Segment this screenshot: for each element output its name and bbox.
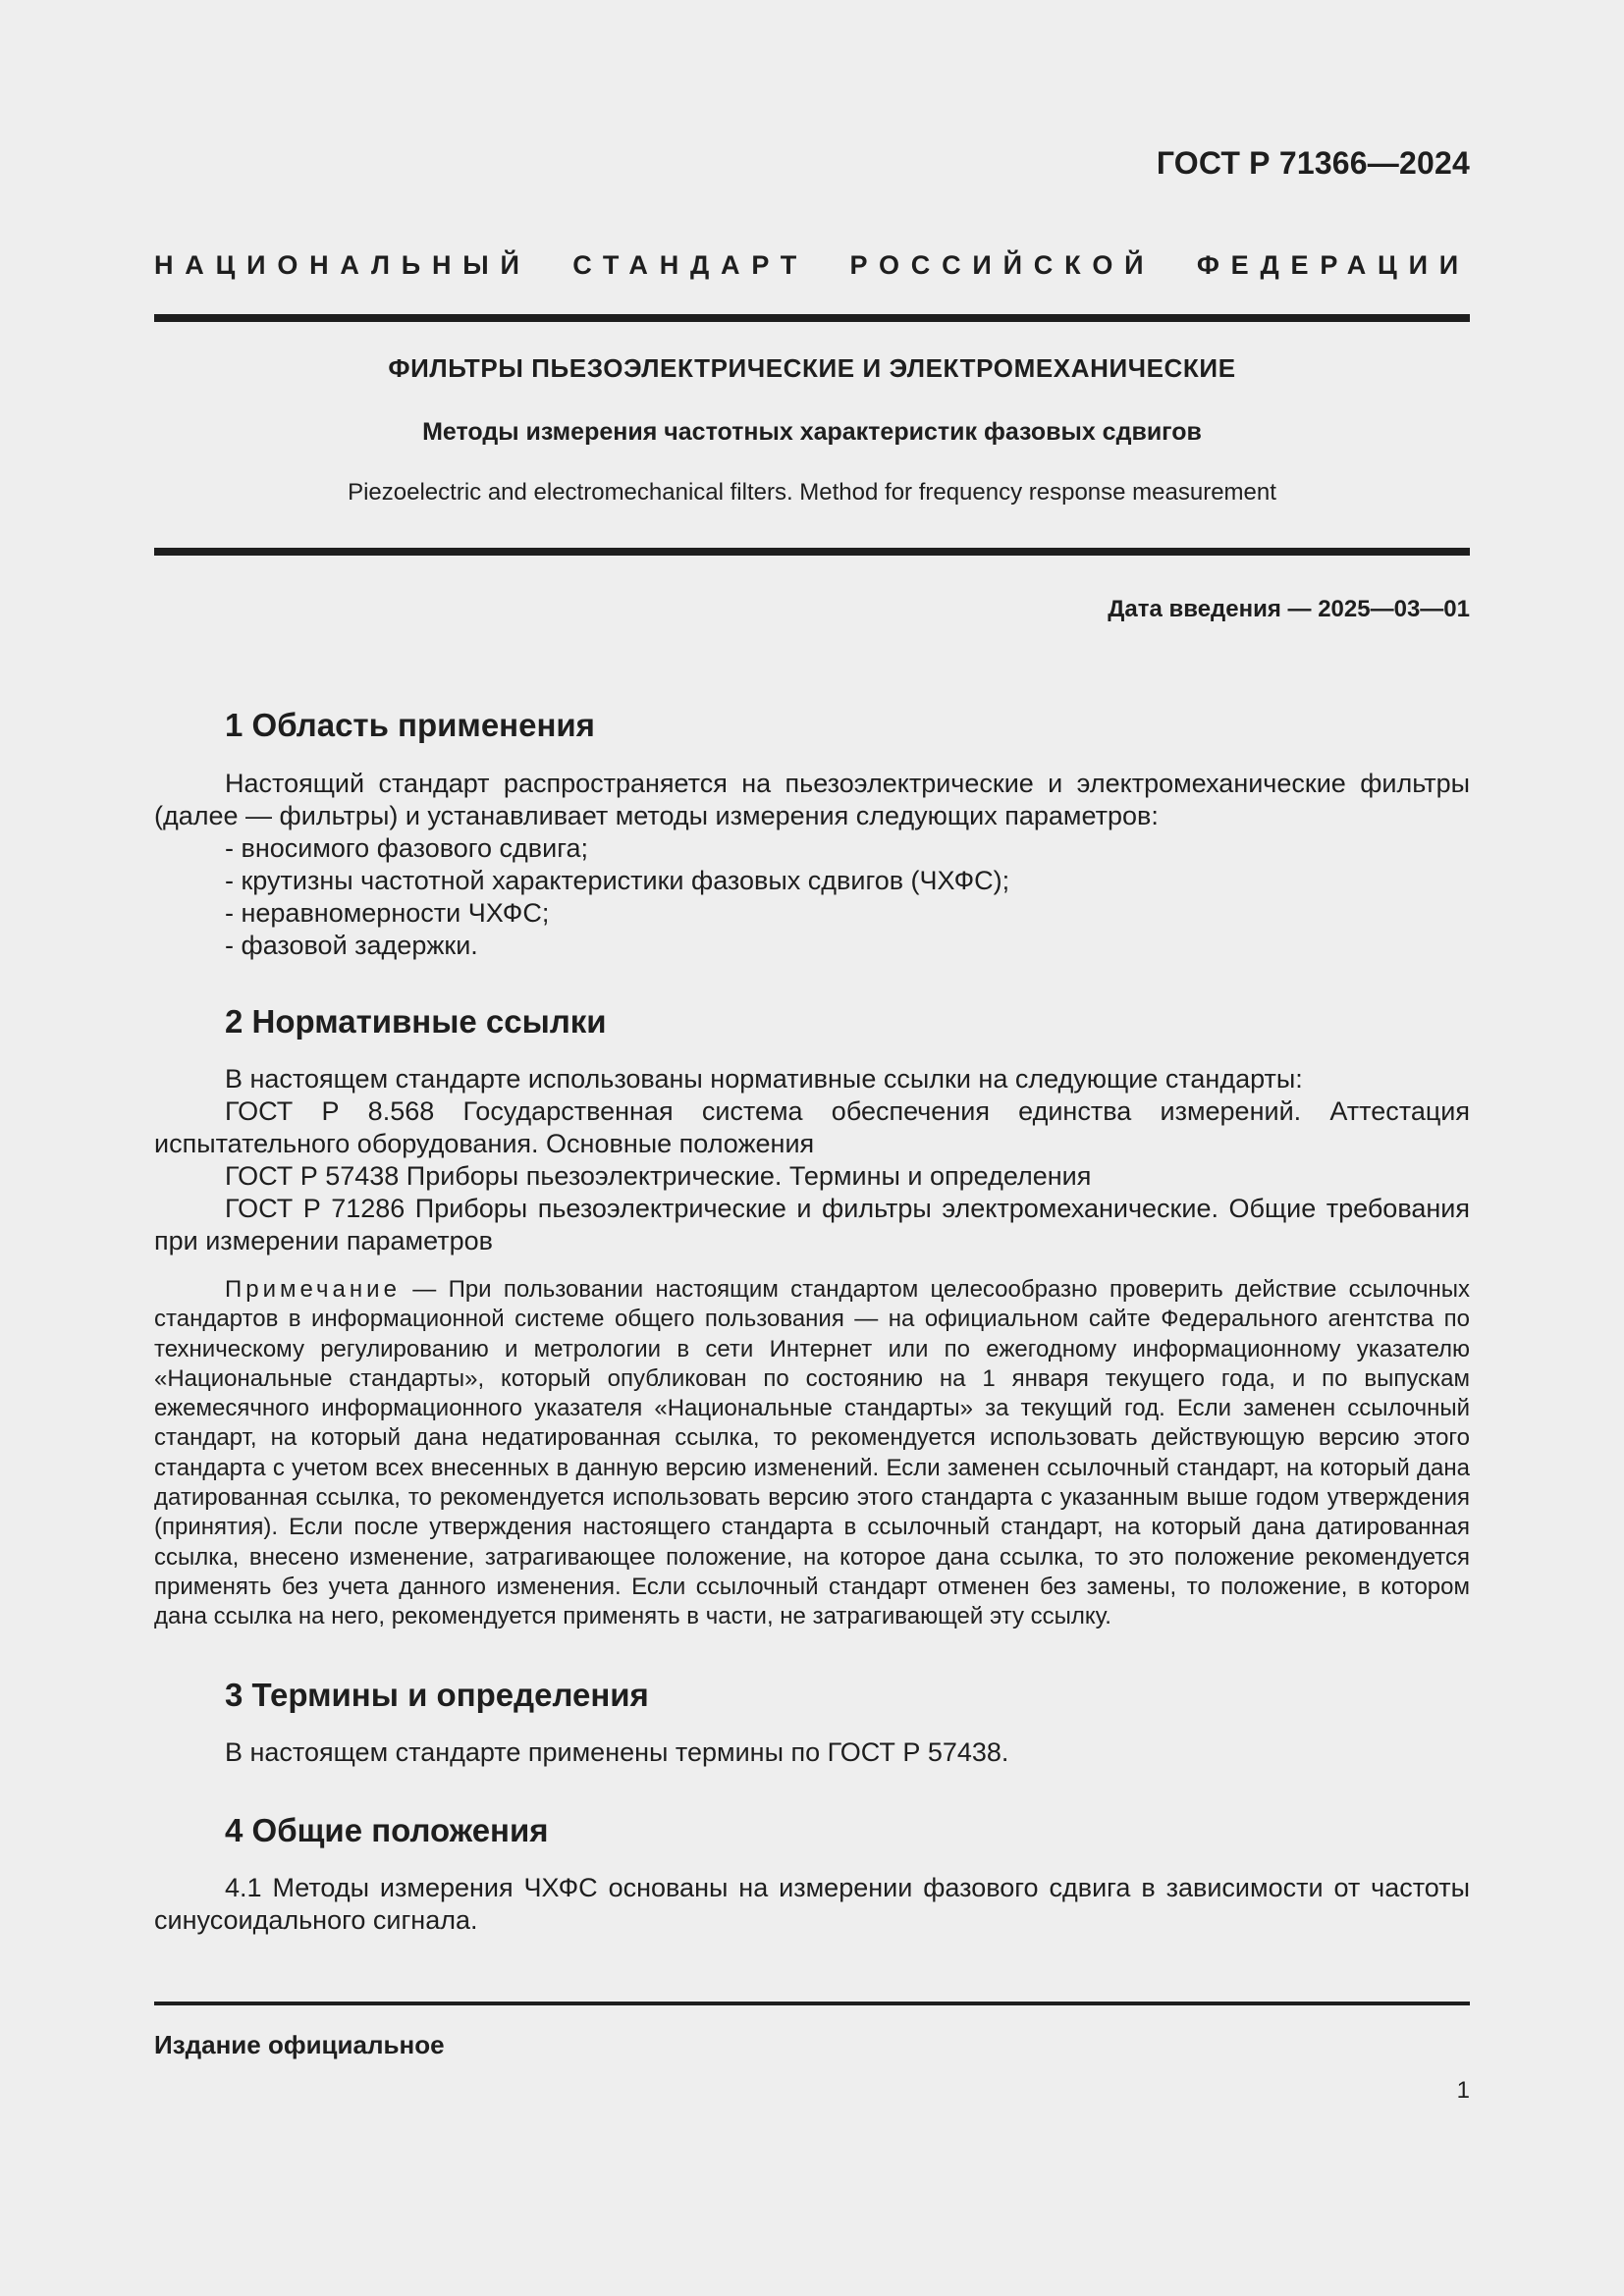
section-4-heading: 4 Общие положения	[225, 1812, 549, 1848]
section-2-note	[154, 1275, 1470, 1632]
note-label: Примечание	[225, 1276, 401, 1303]
standard-subtitle: Методы измерения частотных характеристик фазовых сдвигов	[422, 418, 1202, 446]
section-2-body	[154, 1063, 1470, 1257]
section-1-paragraph: Настоящий стандарт распространяется на пьезоэлектрические и электромеханические фильтры (далее — фильтры) и устанавливает методы измерения следующих параметров:	[154, 769, 1470, 830]
section-2-intro: В настоящем стандарте использованы нормативные ссылки на следующие стандарты:	[225, 1064, 1303, 1094]
note-text: — При пользовании настоящим стандартом целесообразно проверить действие ссылочных стандартов в информационной системе общего пользования — на официальном сайте Федерального агентства по техническому регулированию и метрологии в сети Интернет или по ежегодному информационному указателю «Национальные стандарты», который опубликован по состоянию на 1 января текущего года, и по выпускам ежемесячного информационного указателя «Национальные стандарты» за текущий год. Если заменен ссылочный стандарт, на который дана недатированная ссылка, то рекомендуется использовать действующую версию этого стандарта с учетом всех внесенных в данную версию изменений. Если заменен ссылочный стандарт, на который дана датированная ссылка, то рекомендуется использовать версию этого стандарта с указанным выше годом утверждения (принятия). Если после утверждения настоящего стандарта в ссылочный стандарт, на который дана датированная ссылка, внесено изменение, затрагивающее положение, на которое дана ссылка, то это положение рекомендуется применять без учета данного изменения. Если ссылочный стандарт отменен без замены, то положение, в котором дана ссылка на него, рекомендуется применять в части, не затрагивающей эту ссылку.	[154, 1276, 1470, 1630]
introduction-date: Дата введения — 2025—03—01	[1108, 596, 1470, 622]
normative-reference: ГОСТ Р 57438 Приборы пьезоэлектрические. Термины и определения	[225, 1161, 1092, 1191]
section-1-body	[154, 768, 1470, 962]
list-item: - вносимого фазового сдвига;	[225, 833, 588, 863]
section-3-body	[154, 1736, 1470, 1769]
footer-rule	[154, 2002, 1470, 2005]
english-title: Piezoelectric and electromechanical filters. Method for frequency response measurement	[348, 479, 1276, 506]
section-2-heading: 2 Нормативные ссылки	[225, 1003, 607, 1040]
top-rule	[154, 314, 1470, 322]
list-item: - фазовой задержки.	[225, 931, 478, 960]
official-edition-label: Издание официальное	[154, 2030, 445, 2059]
section-3-paragraph: В настоящем стандарте применены термины по ГОСТ Р 57438.	[225, 1737, 1009, 1767]
normative-reference: ГОСТ Р 8.568 Государственная система обеспечения единства измерений. Аттестация испытательного оборудования. Основные положения	[154, 1096, 1470, 1158]
national-standard-title: НАЦИОНАЛЬНЫЙ СТАНДАРТ РОССИЙСКОЙ ФЕДЕРАЦИИ	[154, 250, 1470, 280]
title-bottom-rule	[154, 548, 1470, 556]
normative-reference: ГОСТ Р 71286 Приборы пьезоэлектрические и фильтры электромеханические. Общие требования при измерении параметров	[154, 1194, 1470, 1255]
document-number: ГОСТ Р 71366—2024	[1156, 145, 1470, 181]
list-item: - неравномерности ЧХФС;	[225, 898, 550, 928]
section-1-heading: 1 Область применения	[225, 707, 595, 743]
standard-title: ФИЛЬТРЫ ПЬЕЗОЭЛЕКТРИЧЕСКИЕ И ЭЛЕКТРОМЕХАНИЧЕСКИЕ	[388, 353, 1236, 383]
list-item: - крутизны частотной характеристики фазовых сдвигов (ЧХФС);	[225, 866, 1010, 895]
section-4-body	[154, 1872, 1470, 1937]
section-3-heading: 3 Термины и определения	[225, 1677, 649, 1713]
section-4-paragraph: 4.1 Методы измерения ЧХФС основаны на измерении фазового сдвига в зависимости от частоты синусоидального сигнала.	[154, 1873, 1470, 1935]
page-number: 1	[1456, 2077, 1470, 2104]
